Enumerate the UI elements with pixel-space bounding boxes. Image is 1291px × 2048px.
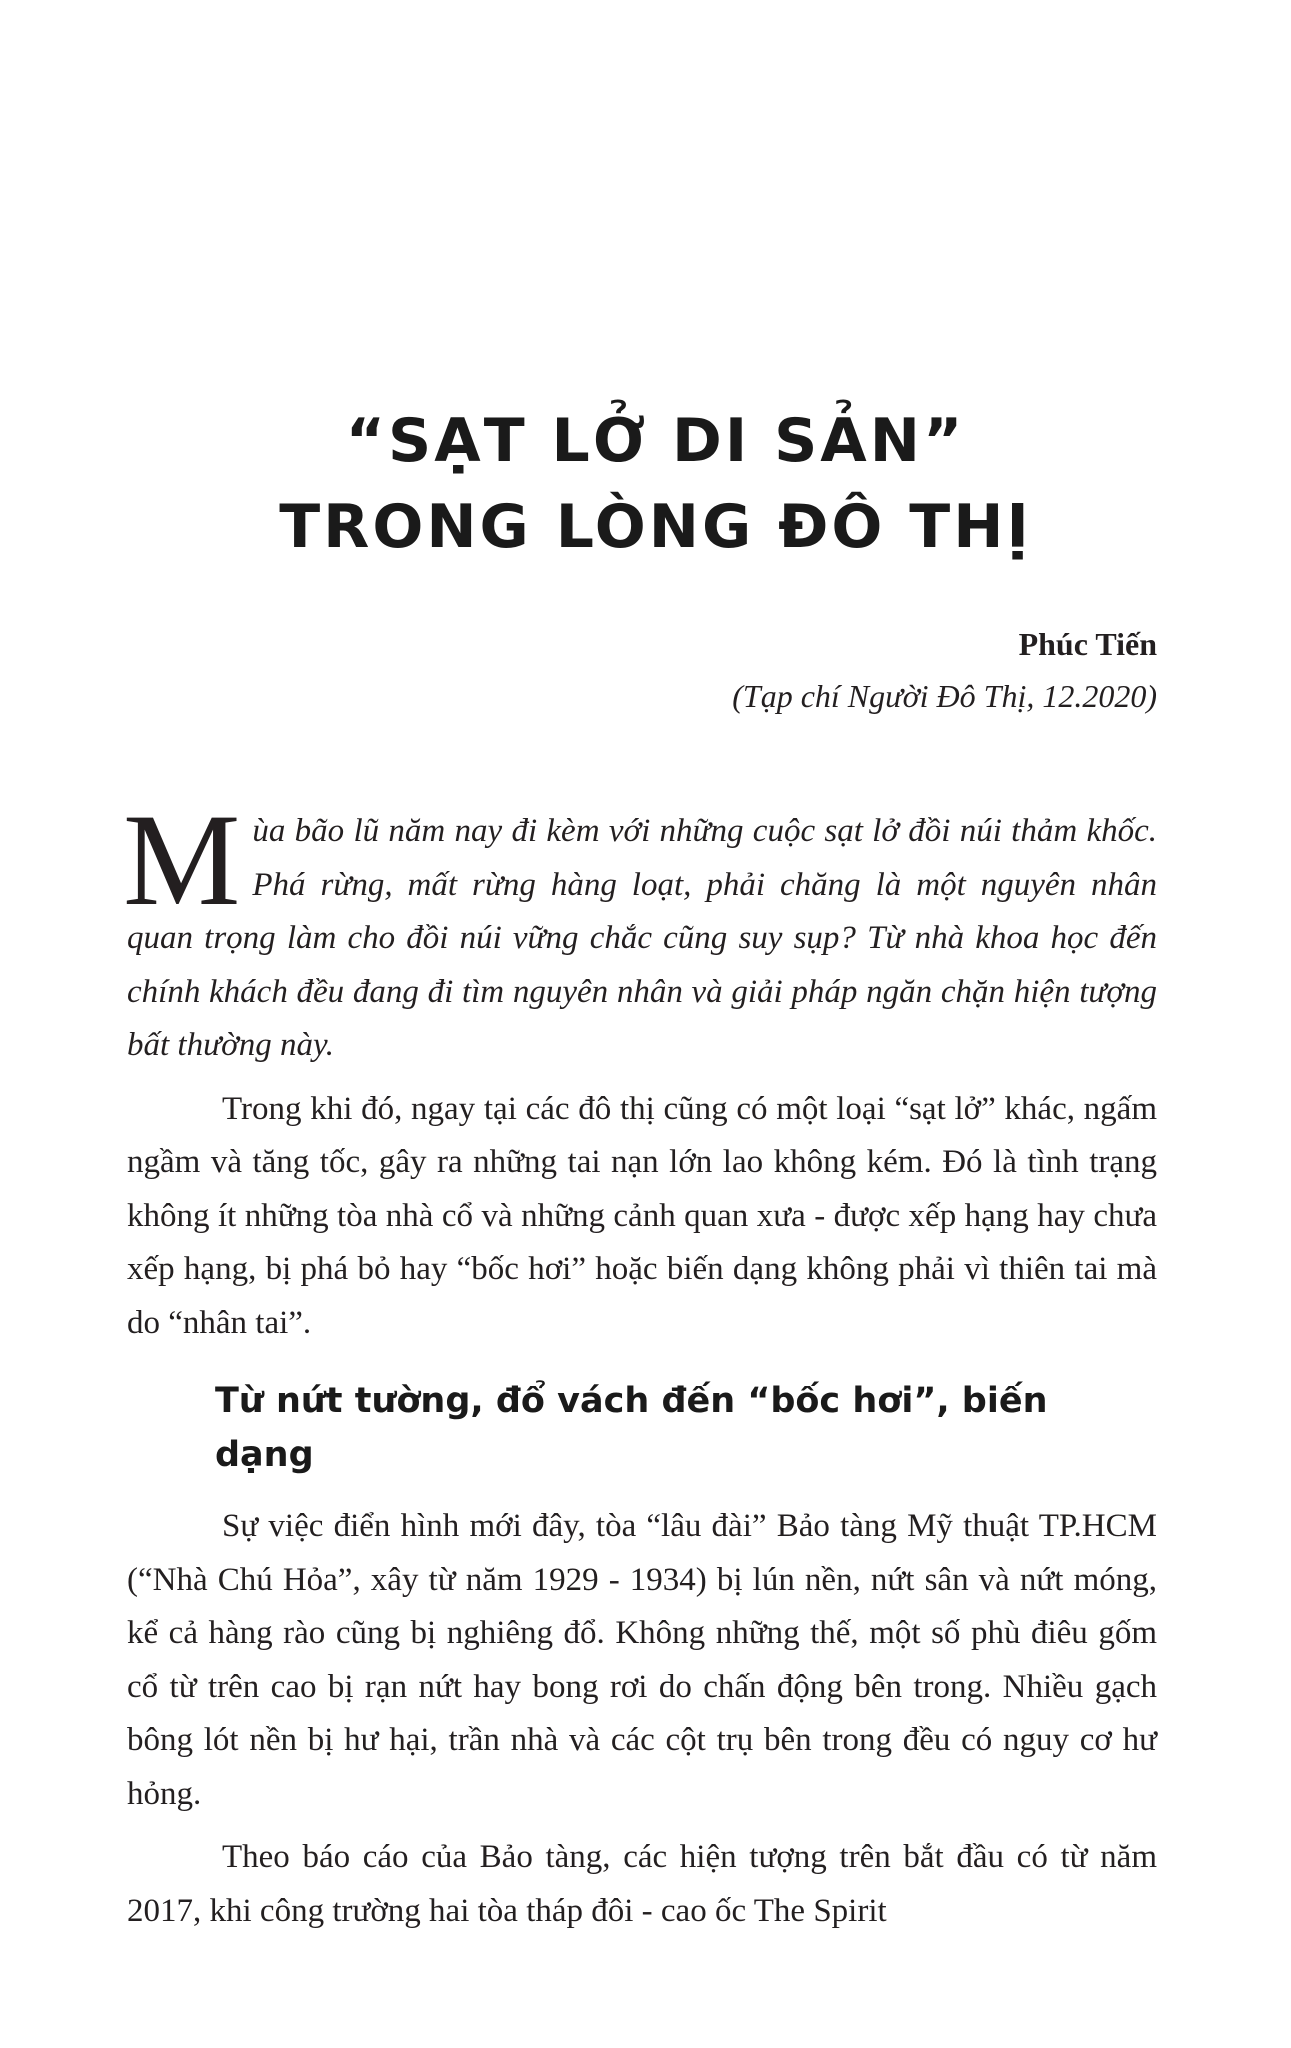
source-citation: (Tạp chí Người Đô Thị, 12.2020) xyxy=(732,678,1157,714)
drop-cap: M xyxy=(123,786,241,933)
paragraph-2: Sự việc điển hình mới đây, tòa “lâu đài” Bảo tàng Mỹ thuật TP.HCM (“Nhà Chú Hỏa”, xây từ năm 1929 - 1934) bị lún nền, nứt sân và nứt móng, kể cả hàng rào cũng bị nghiêng đổ. Không những thế, một số phù điêu gốm cổ từ trên cao bị rạn nứt hay bong rơi do chấn động bên trong. Nhiều gạch bông lót nền bị hư hại, trần nhà và các cột trụ bên trong đều có nguy cơ hư hỏng. xyxy=(127,1508,1157,1812)
paragraph-3: Theo báo cáo của Bảo tàng, các hiện tượng trên bắt đầu có từ năm 2017, khi công trường hai tòa tháp đôi - cao ốc The Spirit xyxy=(127,1839,1157,1929)
article-body xyxy=(123,786,1157,1948)
section-heading: Từ nứt tường, đổ vách đến “bốc hơi”, biến dạng xyxy=(215,1381,1048,1475)
author-name: Phúc Tiến xyxy=(1018,626,1157,662)
title-line-1: “SẠT LỞ DI SẢN” xyxy=(345,406,966,476)
article-title xyxy=(0,398,1291,570)
paragraph-1: Trong khi đó, ngay tại các đô thị cũng có một loại “sạt lở” khác, ngấm ngầm và tăng tốc, gây ra những tai nạn lớn lao không kém. Đó là tình trạng không ít những tòa nhà cổ và những cảnh quan xưa - được xếp hạng hay chưa xếp hạng, bị phá bỏ hay “bốc hơi” hoặc biến dạng không phải vì thiên tai mà do “nhân tai”. xyxy=(127,1090,1157,1341)
lead-text: ùa bão lũ năm nay đi kèm với những cuộc sạt lở đồi núi thảm khốc. Phá rừng, mất rừng hàng loạt, phải chăng là một nguyên nhân quan trọng làm cho đồi núi vững chắc cũng suy sụp? Từ nhà khoa học đến chính khách đều đang đi tìm nguyên nhân và giải pháp ngăn chặn hiện tượng bất thường này. xyxy=(127,813,1157,1063)
lead-paragraph xyxy=(123,786,1157,1073)
byline xyxy=(732,618,1157,722)
title-line-2: TRONG LÒNG ĐÔ THỊ xyxy=(279,492,1032,562)
